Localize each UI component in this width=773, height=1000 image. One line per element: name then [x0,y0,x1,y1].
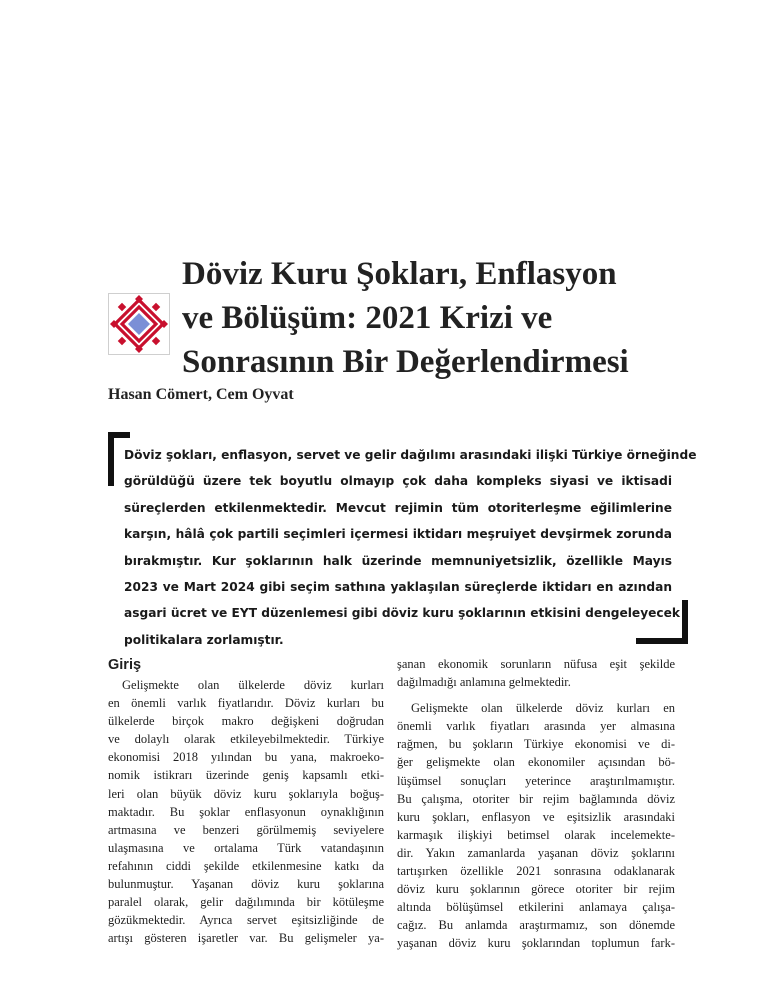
abstract-line: Döviz şokları, enflasyon, servet ve gelir dağılımı arasındaki ilişki Türkiye örneğinde [124,448,697,462]
body-line: refahının ciddi şekilde etkilenmesine katkı da [108,858,384,873]
abstract-box [108,432,697,647]
body-line: ulaşmasına ve ortalama Türk vatandaşının [108,840,384,855]
body-column-right [397,655,675,953]
abstract-text [124,442,697,653]
body-line: döviz kuru şoklarının görece otoriter bir rejim [397,882,675,897]
body-line: maktadır. Bu şoklar enflasyonun oynaklığının [108,804,384,819]
body-line: şanan ekonomik sorunların nüfusa eşit şekilde [397,657,675,671]
abstract-line: politikalara zorlamıştır. [124,632,284,647]
body-line: Gelişmekte olan ülkelerde döviz kurları en [411,701,675,716]
body-line: karmaşık ilişkiyi betimsel olarak incelemekte- [397,827,675,842]
body-column-left [108,655,384,947]
body-line: dir. Yakın zamanlarda yaşanan döviz şoklarını [397,845,675,860]
body-line: ekonomisi 2018 yılından bu yana, makroeko- [108,750,384,765]
article-authors: Hasan Cömert, Cem Oyvat [108,386,294,403]
abstract-line: karşın, hâlâ çok partili seçimleri içermesi iktidarı meşruiyet devşirmek zorunda [124,527,672,542]
body-line: yaşanan döviz kuru şoklarından toplumun fark- [397,936,675,951]
body-line: dağılmadığı anlamına gelmektedir. [397,675,571,690]
body-line: ğer gelişmekte olan ekonomiler açısından bö- [397,755,675,770]
body-line: gözükmektedir. Ayrıca servet eşitsizliğinde de [108,913,384,928]
body-line: önemli varlık fiyatları arasında yer almasına [397,719,675,734]
body-line: artmasına ve benzeri görülmemiş seviyelere [108,822,384,837]
body-line: Gelişmekte olan ülkelerde döviz kurları [122,678,384,692]
body-line: tartışırken özellikle 2021 sonrasına odaklanarak [397,864,675,879]
body-line: bulunmuştur. Yaşanan döviz kuru şoklarına [108,877,384,892]
body-line: nomik istikrarı üzerinde geniş kapsamlı etki- [108,768,384,783]
body-line: ve dolaylı olarak etkileyebilmektedir. Türkiye [108,732,384,747]
paragraph-gap [397,691,675,699]
body-line: rağmen, bu şokların Türkiye ekonomisi ve di- [397,737,675,752]
body-line: ülkelerde birçok makro değişkeni doğrudan [108,714,384,729]
kilim-motif-icon [109,294,169,354]
body-line: leri olan büyük döviz kuru şoklarıyla boğuş- [108,786,384,801]
body-line: Bu çalışma, otoriter bir rejim bağlamında döviz [397,791,675,806]
body-line: lüşümsel sonuçları yeterince araştırılmamıştır. [397,773,675,788]
body-line: paralel olarak, gelir dağılımında bir kötüleşme [108,895,384,910]
top-left-bracket [108,432,114,486]
body-line: kuru şokları, enflasyon ve eşitsizlik arasındaki [397,809,675,824]
abstract-line: 2023 ve Mart 2024 gibi seçim sathına yaklaşılan süreçlerde iktidarı en azından [124,580,672,595]
body-line: cağız. Bu anlamda araştırmamız, son dönemde [397,918,675,933]
article-title [182,252,742,384]
body-line: en önemli varlık fiyatlarıdır. Döviz kurları bu [108,696,384,711]
abstract-line: asgari ücret ve EYT düzenlemesi gibi döviz kuru şoklarının etkisini dengeleyecek [124,606,681,621]
abstract-line: bırakmıştır. Kur şoklarının halk üzerinde memnuniyetsizlik, özellikle Mayıs [124,553,672,568]
title-line: Sonrasının Bir Değerlendirmesi [182,344,629,380]
abstract-line: süreçlerden etkilenmektedir. Mevcut rejimin tüm otoriterleşme eğilimlerine [124,500,672,515]
body-line: altında bölüşümsel etkilerini anlamaya çalışa- [397,900,675,915]
bottom-right-bracket [682,600,688,644]
section-heading: Giriş [108,657,142,673]
abstract-line: görüldüğü üzere tek boyutlu olmayıp çok daha kompleks siyasi ve iktisadi [124,474,672,489]
title-line: Döviz Kuru Şokları, Enflasyon [182,256,617,292]
body-line: artışı gösteren işaretler var. Bu gelişmeler ya- [108,931,384,946]
kilim-motif-logo [108,293,170,355]
title-line: ve Bölüşüm: 2021 Krizi ve [182,300,553,336]
